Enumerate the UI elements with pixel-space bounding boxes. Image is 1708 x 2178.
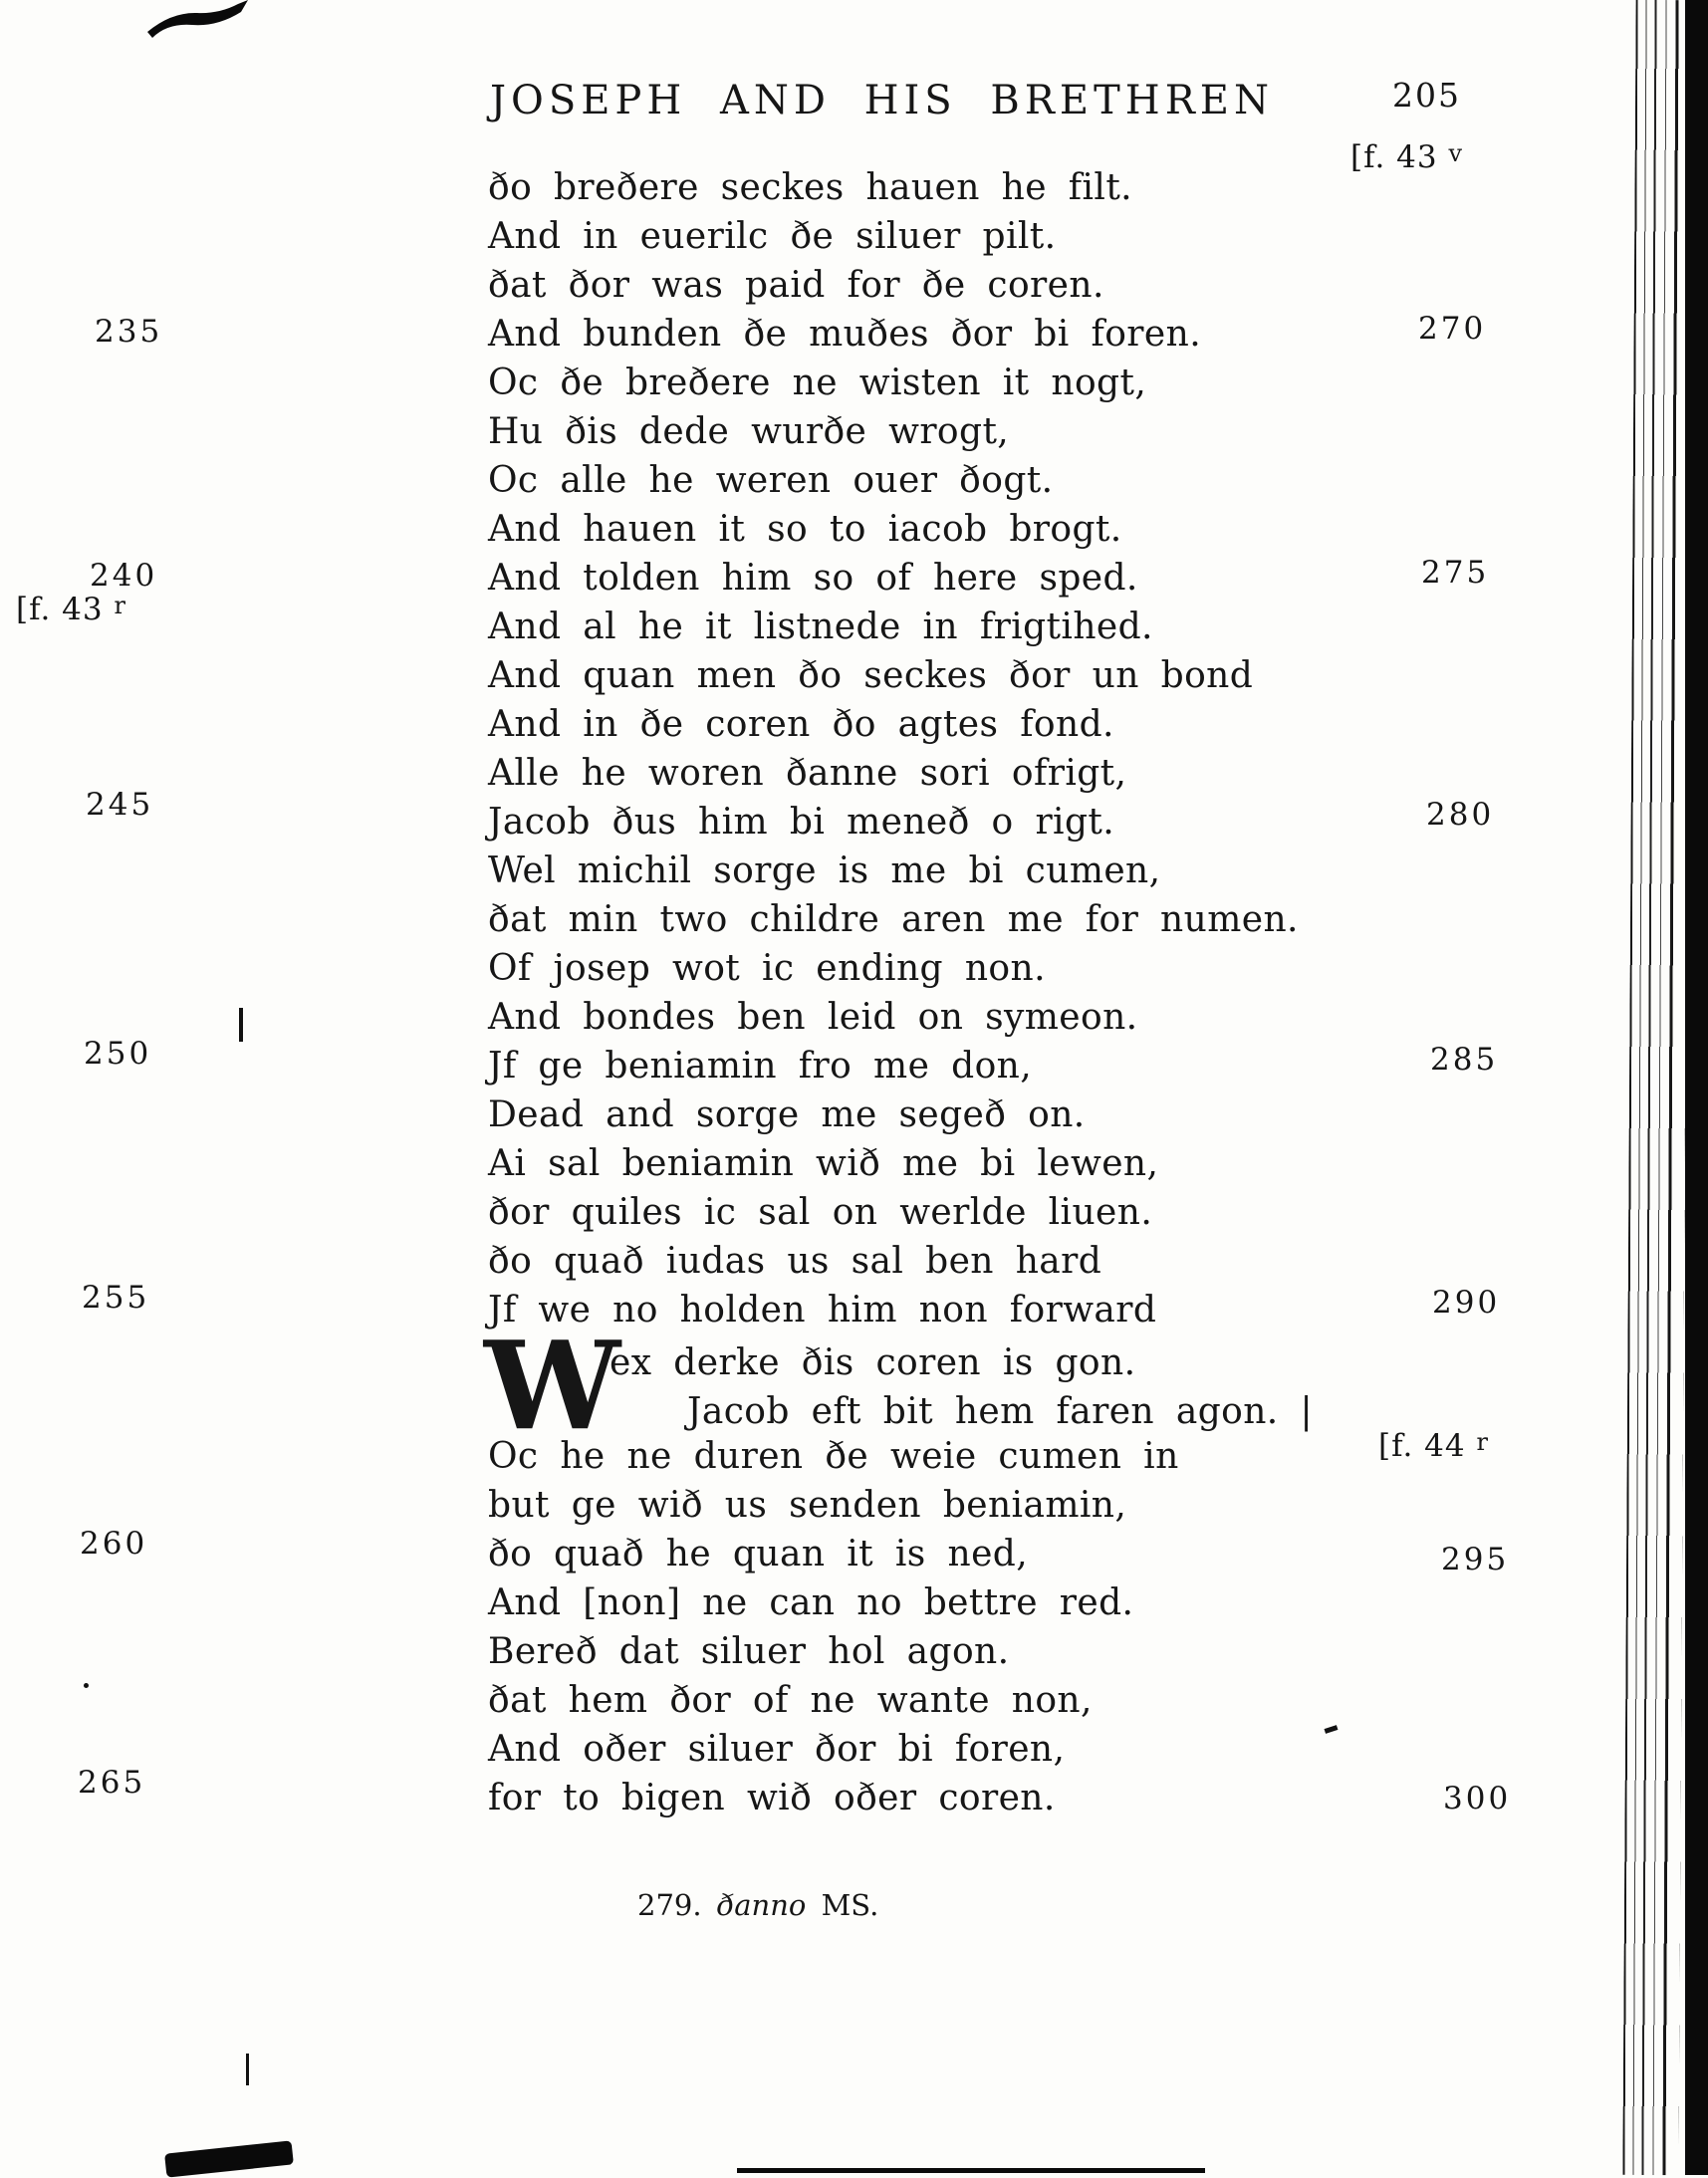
line-number-right: 275: [1421, 555, 1490, 591]
line-number-left: 265: [78, 1765, 146, 1801]
poem-line: And tolden him so of here sped.: [488, 558, 1138, 599]
poem-line: Jacob eft bit hem faren agon. |: [687, 1391, 1314, 1432]
poem-line: Bereð dat siluer hol agon.: [488, 1631, 1010, 1672]
poem-line: And bunden ðe muðes ðor bi foren.: [488, 314, 1202, 355]
poem-line: Hu ðis dede wurðe wrogt,: [488, 411, 1010, 452]
stray-mark-artifact: [246, 2054, 249, 2085]
poem-line: Oc alle he weren ouer ðogt.: [488, 460, 1054, 501]
line-number-left: 240: [90, 558, 158, 594]
ink-blob-artifact: [164, 2140, 294, 2177]
poem-line: And bondes ben leid on symeon.: [488, 997, 1138, 1038]
pen-mark-artifact: [145, 0, 253, 42]
line-number-right: 270: [1418, 311, 1487, 347]
line-number-left: 250: [84, 1036, 152, 1072]
scan-edge-band-artifact: [1685, 0, 1708, 2175]
page-number: 205: [1392, 76, 1461, 115]
stray-mark-artifact: [239, 1008, 243, 1042]
poem-line: for to bigen wið oðer coren.: [488, 1778, 1056, 1818]
poem-line: Dead and sorge me segeð on.: [488, 1094, 1086, 1135]
footnote-lemma: ðanno: [716, 1888, 807, 1922]
line-number-left: 245: [86, 787, 154, 823]
poem-line: ðo quað he quan it is ned,: [488, 1534, 1029, 1574]
stray-mark-artifact: [84, 1683, 89, 1688]
poem-line: Wel michil sorge is me bi cumen,: [488, 850, 1161, 891]
folio-reference-left: [f. 43 $^r$: [16, 592, 125, 627]
poem-line: Jf ge beniamin fro me don,: [488, 1046, 1033, 1087]
poem-line: ðor quiles ic sal on werlde liuen.: [488, 1192, 1153, 1233]
poem-line: And in ðe coren ðo agtes fond.: [488, 704, 1114, 745]
folio-reference-right: [f. 43 $^v$: [1350, 139, 1463, 175]
line-number-right: 295: [1441, 1542, 1510, 1577]
poem-line: Jf we no holden him non forward: [488, 1290, 1157, 1331]
footnote-siglum: MS.: [821, 1888, 879, 1922]
poem-line: Jacob ðus him bi meneð o rigt.: [488, 802, 1115, 843]
poem-line: ðat hem ðor of ne wante non,: [488, 1680, 1093, 1721]
poem-line: ðat min two childre aren me for numen.: [488, 899, 1299, 940]
line-number-right: 280: [1426, 797, 1495, 833]
poem-line: ðat ðor was paid for ðe coren.: [488, 265, 1104, 306]
poem-line: And hauen it so to iacob brogt.: [488, 509, 1122, 550]
page-title: JOSEPH AND HIS BRETHREN: [490, 78, 1275, 123]
line-number-left: 260: [80, 1526, 148, 1562]
drop-cap-initial: W: [484, 1314, 621, 1457]
line-number-right: 290: [1432, 1285, 1501, 1321]
stray-mark-artifact: [1325, 1725, 1339, 1734]
line-number-left: 255: [82, 1280, 150, 1316]
poem-line: ex derke ðis coren is gon.: [610, 1342, 1136, 1383]
poem-line: ðo quað iudas us sal ben hard: [488, 1241, 1102, 1282]
poem-line: And [non] ne can no bettre red.: [488, 1582, 1134, 1623]
poem-line: but ge wið us senden beniamin,: [488, 1485, 1127, 1526]
poem-line: Alle he woren ðanne sori ofrigt,: [488, 753, 1127, 794]
poem-line: Oc ðe breðere ne wisten it nogt,: [488, 363, 1147, 403]
poem-line: ðo breðere seckes hauen he filt.: [488, 167, 1133, 208]
poem-line: And in euerilc ðe siluer pilt.: [488, 216, 1057, 257]
poem-line: And quan men ðo seckes ðor un bond: [488, 655, 1254, 696]
footnote-line-number: 279.: [637, 1888, 702, 1922]
scan-bottom-line-artifact: [737, 2168, 1205, 2173]
line-number-right: 300: [1443, 1781, 1512, 1816]
folio-reference-right: [f. 44 $^r$: [1378, 1428, 1488, 1464]
poem-line: And oðer siluer ðor bi foren,: [488, 1729, 1066, 1770]
poem-line: Ai sal beniamin wið me bi lewen,: [488, 1143, 1159, 1184]
poem-line: Of josep wot ic ending non.: [488, 948, 1046, 989]
scan-streaks-artifact: [1622, 0, 1691, 2175]
poem-line: Oc he ne duren ðe weie cumen in: [488, 1436, 1179, 1477]
line-number-left: 235: [95, 314, 163, 350]
critical-apparatus-footnote: [637, 1888, 878, 1922]
line-number-right: 285: [1430, 1042, 1499, 1078]
poem-line: And al he it listnede in frigtihed.: [488, 606, 1153, 647]
